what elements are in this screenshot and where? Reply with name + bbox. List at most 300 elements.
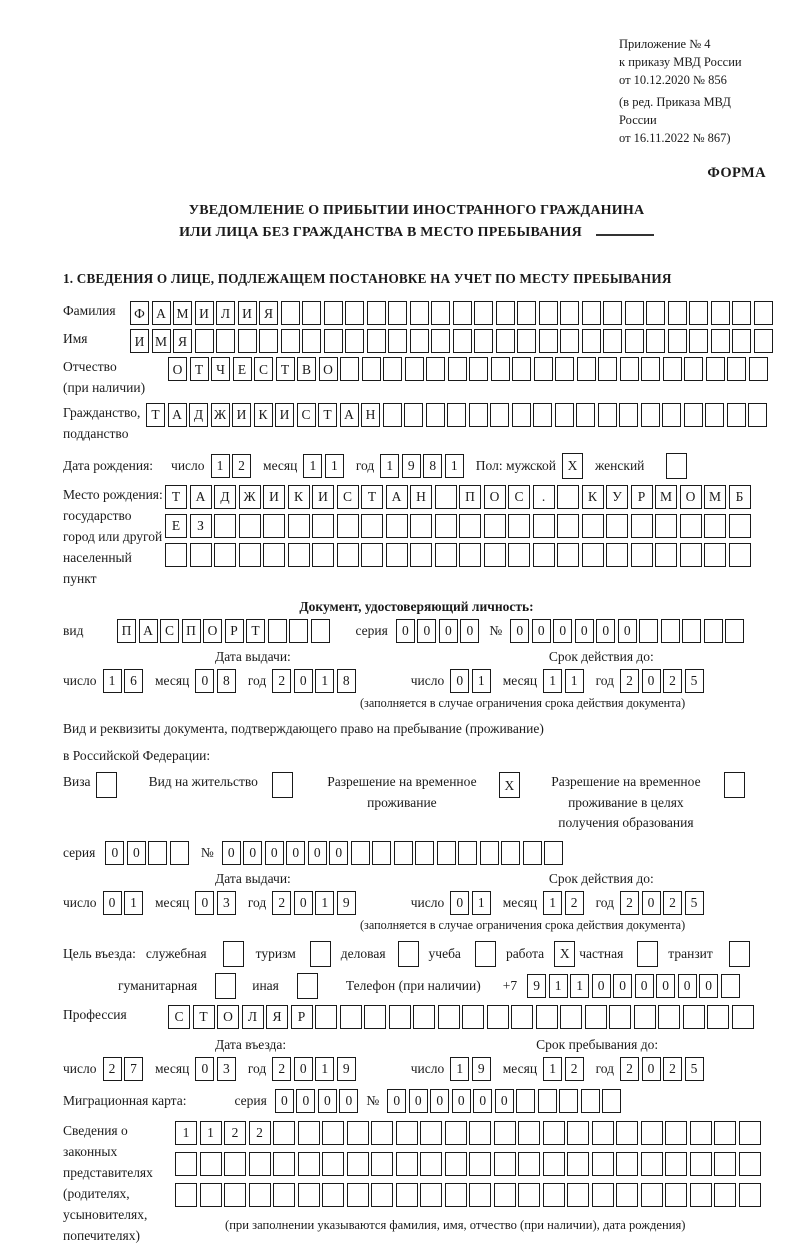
form-cell[interactable] bbox=[543, 1183, 565, 1207]
form-cell[interactable] bbox=[639, 619, 658, 643]
form-cell[interactable]: Р bbox=[291, 1005, 313, 1029]
form-cell[interactable]: О bbox=[168, 357, 187, 381]
form-cell[interactable]: А bbox=[139, 619, 158, 643]
form-cell[interactable] bbox=[748, 403, 767, 427]
form-cell[interactable] bbox=[539, 329, 558, 353]
form-cell[interactable] bbox=[263, 543, 285, 567]
form-cell[interactable]: Р bbox=[225, 619, 244, 643]
form-cell[interactable] bbox=[543, 1152, 565, 1176]
form-cell[interactable] bbox=[322, 1152, 344, 1176]
form-cell[interactable]: И bbox=[275, 403, 294, 427]
form-cell[interactable] bbox=[426, 403, 445, 427]
form-cell[interactable] bbox=[592, 1152, 614, 1176]
form-cell[interactable] bbox=[658, 1005, 680, 1029]
form-cell[interactable] bbox=[631, 514, 653, 538]
form-cell[interactable] bbox=[420, 1183, 442, 1207]
form-cell[interactable] bbox=[634, 1005, 656, 1029]
form-cell[interactable]: Д bbox=[189, 403, 208, 427]
form-cell[interactable] bbox=[609, 1005, 631, 1029]
form-cell[interactable] bbox=[175, 1183, 197, 1207]
form-cell[interactable]: Т bbox=[276, 357, 295, 381]
form-cell[interactable] bbox=[559, 1089, 578, 1113]
form-cell[interactable]: 0 bbox=[222, 841, 241, 865]
form-cell[interactable] bbox=[315, 1005, 337, 1029]
form-cell[interactable]: А bbox=[340, 403, 359, 427]
form-cell[interactable]: 0 bbox=[417, 619, 436, 643]
form-cell[interactable] bbox=[389, 1005, 411, 1029]
form-cell[interactable] bbox=[238, 329, 257, 353]
form-cell[interactable] bbox=[739, 1183, 761, 1207]
form-cell[interactable] bbox=[582, 301, 601, 325]
form-cell[interactable] bbox=[616, 1121, 638, 1145]
form-cell[interactable] bbox=[396, 1183, 418, 1207]
form-cell[interactable]: 0 bbox=[699, 974, 718, 998]
form-cell[interactable] bbox=[557, 543, 579, 567]
form-cell[interactable] bbox=[469, 1121, 491, 1145]
form-cell[interactable] bbox=[480, 841, 499, 865]
form-cell[interactable] bbox=[367, 301, 386, 325]
form-cell[interactable] bbox=[410, 329, 429, 353]
form-cell[interactable]: А bbox=[190, 485, 212, 509]
form-cell[interactable] bbox=[200, 1183, 222, 1207]
form-cell[interactable] bbox=[494, 1183, 516, 1207]
form-cell[interactable]: 0 bbox=[450, 891, 469, 915]
form-cell[interactable]: Н bbox=[361, 403, 380, 427]
form-cell[interactable]: 8 bbox=[217, 669, 236, 693]
form-cell[interactable]: 1 bbox=[315, 891, 334, 915]
form-cell[interactable]: 0 bbox=[532, 619, 551, 643]
form-cell[interactable] bbox=[263, 514, 285, 538]
form-cell[interactable] bbox=[534, 357, 553, 381]
form-cell[interactable] bbox=[298, 1183, 320, 1207]
form-cell[interactable]: . bbox=[533, 485, 555, 509]
form-cell[interactable] bbox=[560, 1005, 582, 1029]
form-cell[interactable] bbox=[337, 543, 359, 567]
form-cell[interactable]: И bbox=[195, 301, 214, 325]
form-cell[interactable] bbox=[616, 1152, 638, 1176]
form-cell[interactable]: 0 bbox=[473, 1089, 492, 1113]
form-cell[interactable]: 1 bbox=[380, 454, 399, 478]
form-cell[interactable] bbox=[705, 403, 724, 427]
form-cell[interactable] bbox=[616, 1183, 638, 1207]
form-cell[interactable]: 1 bbox=[445, 454, 464, 478]
form-cell[interactable]: 9 bbox=[402, 454, 421, 478]
form-cell[interactable]: Т bbox=[318, 403, 337, 427]
form-cell[interactable]: И bbox=[263, 485, 285, 509]
form-cell[interactable]: 0 bbox=[243, 841, 262, 865]
form-cell[interactable]: 0 bbox=[495, 1089, 514, 1113]
form-cell[interactable] bbox=[646, 329, 665, 353]
form-cell[interactable] bbox=[729, 514, 751, 538]
form-cell[interactable] bbox=[445, 1121, 467, 1145]
form-cell[interactable] bbox=[214, 514, 236, 538]
form-cell[interactable] bbox=[680, 514, 702, 538]
form-cell[interactable] bbox=[662, 403, 681, 427]
form-cell[interactable]: 9 bbox=[337, 1057, 356, 1081]
form-cell[interactable] bbox=[410, 514, 432, 538]
form-cell[interactable]: 0 bbox=[678, 974, 697, 998]
form-cell[interactable]: 1 bbox=[543, 669, 562, 693]
form-cell[interactable]: 2 bbox=[272, 891, 291, 915]
form-cell[interactable]: Т bbox=[246, 619, 265, 643]
form-cell[interactable]: 0 bbox=[265, 841, 284, 865]
form-cell[interactable] bbox=[347, 1121, 369, 1145]
form-cell[interactable]: 0 bbox=[575, 619, 594, 643]
form-cell[interactable] bbox=[371, 1152, 393, 1176]
form-cell[interactable] bbox=[602, 1089, 621, 1113]
form-cell[interactable]: 1 bbox=[315, 1057, 334, 1081]
form-cell[interactable]: 0 bbox=[296, 1089, 315, 1113]
form-cell[interactable] bbox=[386, 514, 408, 538]
form-cell[interactable] bbox=[727, 357, 746, 381]
form-cell[interactable] bbox=[544, 841, 563, 865]
form-cell[interactable] bbox=[680, 543, 702, 567]
form-cell[interactable] bbox=[223, 941, 244, 967]
form-cell[interactable] bbox=[501, 841, 520, 865]
form-cell[interactable]: 2 bbox=[620, 669, 639, 693]
form-cell[interactable] bbox=[484, 514, 506, 538]
form-cell[interactable] bbox=[539, 301, 558, 325]
form-cell[interactable]: Т bbox=[361, 485, 383, 509]
form-cell[interactable]: К bbox=[582, 485, 604, 509]
form-cell[interactable] bbox=[536, 1005, 558, 1029]
form-cell[interactable]: X bbox=[562, 453, 583, 479]
form-cell[interactable] bbox=[512, 403, 531, 427]
form-cell[interactable] bbox=[420, 1152, 442, 1176]
form-cell[interactable]: 1 bbox=[211, 454, 230, 478]
form-cell[interactable]: 6 bbox=[124, 669, 143, 693]
form-cell[interactable]: 9 bbox=[337, 891, 356, 915]
form-cell[interactable] bbox=[508, 514, 530, 538]
form-cell[interactable] bbox=[732, 301, 751, 325]
form-cell[interactable] bbox=[345, 329, 364, 353]
form-cell[interactable] bbox=[533, 514, 555, 538]
form-cell[interactable]: 9 bbox=[472, 1057, 491, 1081]
form-cell[interactable]: М bbox=[704, 485, 726, 509]
form-cell[interactable] bbox=[754, 301, 773, 325]
form-cell[interactable]: 0 bbox=[195, 891, 214, 915]
form-cell[interactable] bbox=[665, 1152, 687, 1176]
form-cell[interactable] bbox=[684, 403, 703, 427]
form-cell[interactable] bbox=[689, 329, 708, 353]
form-cell[interactable] bbox=[518, 1152, 540, 1176]
form-cell[interactable]: 8 bbox=[337, 669, 356, 693]
form-cell[interactable] bbox=[361, 543, 383, 567]
form-cell[interactable] bbox=[340, 357, 359, 381]
form-cell[interactable] bbox=[641, 403, 660, 427]
form-cell[interactable] bbox=[273, 1121, 295, 1145]
form-cell[interactable] bbox=[496, 329, 515, 353]
form-cell[interactable] bbox=[641, 1121, 663, 1145]
form-cell[interactable] bbox=[555, 357, 574, 381]
form-cell[interactable] bbox=[487, 1005, 509, 1029]
form-cell[interactable]: 0 bbox=[460, 619, 479, 643]
form-cell[interactable] bbox=[420, 1121, 442, 1145]
form-cell[interactable] bbox=[557, 514, 579, 538]
form-cell[interactable] bbox=[469, 1152, 491, 1176]
form-cell[interactable]: 0 bbox=[387, 1089, 406, 1113]
form-cell[interactable] bbox=[543, 1121, 565, 1145]
form-cell[interactable]: Ж bbox=[211, 403, 230, 427]
form-cell[interactable]: 0 bbox=[510, 619, 529, 643]
form-cell[interactable] bbox=[714, 1121, 736, 1145]
form-cell[interactable]: С bbox=[508, 485, 530, 509]
form-cell[interactable]: 0 bbox=[439, 619, 458, 643]
form-cell[interactable] bbox=[272, 772, 293, 798]
form-cell[interactable]: 0 bbox=[127, 841, 146, 865]
form-cell[interactable] bbox=[704, 619, 723, 643]
form-cell[interactable] bbox=[517, 329, 536, 353]
form-cell[interactable]: 1 bbox=[570, 974, 589, 998]
form-cell[interactable]: О bbox=[680, 485, 702, 509]
form-cell[interactable]: К bbox=[288, 485, 310, 509]
form-cell[interactable]: 0 bbox=[618, 619, 637, 643]
form-cell[interactable] bbox=[324, 301, 343, 325]
form-cell[interactable] bbox=[215, 973, 236, 999]
form-cell[interactable]: 0 bbox=[308, 841, 327, 865]
form-cell[interactable] bbox=[683, 1005, 705, 1029]
form-cell[interactable]: П bbox=[117, 619, 136, 643]
form-cell[interactable]: 0 bbox=[294, 669, 313, 693]
form-cell[interactable] bbox=[749, 357, 768, 381]
form-cell[interactable]: 0 bbox=[635, 974, 654, 998]
form-cell[interactable]: 0 bbox=[450, 669, 469, 693]
form-cell[interactable] bbox=[224, 1183, 246, 1207]
form-cell[interactable] bbox=[459, 514, 481, 538]
form-cell[interactable] bbox=[386, 543, 408, 567]
form-cell[interactable] bbox=[435, 514, 457, 538]
form-cell[interactable]: Н bbox=[410, 485, 432, 509]
form-cell[interactable] bbox=[555, 403, 574, 427]
form-cell[interactable] bbox=[200, 1152, 222, 1176]
form-cell[interactable] bbox=[398, 941, 419, 967]
form-cell[interactable] bbox=[560, 329, 579, 353]
form-cell[interactable] bbox=[690, 1183, 712, 1207]
form-cell[interactable]: 1 bbox=[103, 669, 122, 693]
form-cell[interactable] bbox=[324, 329, 343, 353]
form-cell[interactable]: Б bbox=[729, 485, 751, 509]
form-cell[interactable] bbox=[322, 1183, 344, 1207]
form-cell[interactable]: 0 bbox=[642, 891, 661, 915]
form-cell[interactable]: 2 bbox=[620, 1057, 639, 1081]
form-cell[interactable] bbox=[405, 357, 424, 381]
form-cell[interactable] bbox=[557, 485, 579, 509]
form-cell[interactable] bbox=[517, 301, 536, 325]
form-cell[interactable] bbox=[165, 543, 187, 567]
form-cell[interactable] bbox=[496, 301, 515, 325]
form-cell[interactable] bbox=[362, 357, 381, 381]
form-cell[interactable]: 2 bbox=[103, 1057, 122, 1081]
form-cell[interactable]: З bbox=[190, 514, 212, 538]
form-cell[interactable]: 8 bbox=[423, 454, 442, 478]
form-cell[interactable] bbox=[582, 514, 604, 538]
form-cell[interactable]: 2 bbox=[272, 669, 291, 693]
form-cell[interactable] bbox=[273, 1183, 295, 1207]
form-cell[interactable] bbox=[518, 1121, 540, 1145]
form-cell[interactable] bbox=[714, 1152, 736, 1176]
form-cell[interactable]: 0 bbox=[195, 669, 214, 693]
form-cell[interactable] bbox=[641, 357, 660, 381]
form-cell[interactable] bbox=[415, 841, 434, 865]
form-cell[interactable]: 0 bbox=[642, 669, 661, 693]
form-cell[interactable]: Ж bbox=[239, 485, 261, 509]
form-cell[interactable] bbox=[438, 1005, 460, 1029]
form-cell[interactable]: 1 bbox=[124, 891, 143, 915]
form-cell[interactable] bbox=[560, 301, 579, 325]
form-cell[interactable]: 2 bbox=[620, 891, 639, 915]
form-cell[interactable]: И bbox=[238, 301, 257, 325]
form-cell[interactable] bbox=[474, 301, 493, 325]
form-cell[interactable] bbox=[394, 841, 413, 865]
form-cell[interactable]: 1 bbox=[175, 1121, 197, 1145]
form-cell[interactable]: О bbox=[319, 357, 338, 381]
form-cell[interactable] bbox=[567, 1121, 589, 1145]
form-cell[interactable] bbox=[706, 357, 725, 381]
form-cell[interactable] bbox=[214, 543, 236, 567]
form-cell[interactable] bbox=[268, 619, 287, 643]
form-cell[interactable]: 0 bbox=[286, 841, 305, 865]
form-cell[interactable] bbox=[340, 1005, 362, 1029]
form-cell[interactable]: М bbox=[152, 329, 171, 353]
form-cell[interactable]: 3 bbox=[217, 891, 236, 915]
form-cell[interactable] bbox=[383, 403, 402, 427]
form-cell[interactable] bbox=[732, 329, 751, 353]
form-cell[interactable] bbox=[533, 543, 555, 567]
form-cell[interactable]: И bbox=[130, 329, 149, 353]
form-cell[interactable] bbox=[732, 1005, 754, 1029]
form-cell[interactable] bbox=[195, 329, 214, 353]
form-cell[interactable] bbox=[739, 1152, 761, 1176]
form-cell[interactable] bbox=[631, 543, 653, 567]
form-cell[interactable]: О bbox=[217, 1005, 239, 1029]
form-cell[interactable] bbox=[581, 1089, 600, 1113]
form-cell[interactable] bbox=[725, 619, 744, 643]
form-cell[interactable] bbox=[312, 514, 334, 538]
form-cell[interactable] bbox=[289, 619, 308, 643]
form-cell[interactable] bbox=[518, 1183, 540, 1207]
form-cell[interactable] bbox=[469, 403, 488, 427]
form-cell[interactable]: 2 bbox=[232, 454, 251, 478]
form-cell[interactable] bbox=[663, 357, 682, 381]
form-cell[interactable]: Е bbox=[165, 514, 187, 538]
form-cell[interactable] bbox=[249, 1183, 271, 1207]
form-cell[interactable] bbox=[249, 1152, 271, 1176]
form-cell[interactable] bbox=[704, 543, 726, 567]
form-cell[interactable]: С bbox=[297, 403, 316, 427]
form-cell[interactable] bbox=[598, 403, 617, 427]
form-cell[interactable] bbox=[347, 1152, 369, 1176]
form-cell[interactable] bbox=[592, 1183, 614, 1207]
form-cell[interactable] bbox=[96, 772, 117, 798]
form-cell[interactable] bbox=[585, 1005, 607, 1029]
form-cell[interactable] bbox=[491, 357, 510, 381]
form-cell[interactable]: М bbox=[173, 301, 192, 325]
form-cell[interactable]: 9 bbox=[527, 974, 546, 998]
form-cell[interactable] bbox=[281, 329, 300, 353]
form-cell[interactable] bbox=[641, 1183, 663, 1207]
form-cell[interactable] bbox=[625, 329, 644, 353]
form-cell[interactable] bbox=[727, 403, 746, 427]
form-cell[interactable] bbox=[494, 1121, 516, 1145]
form-cell[interactable]: Т bbox=[146, 403, 165, 427]
form-cell[interactable]: И bbox=[312, 485, 334, 509]
form-cell[interactable] bbox=[704, 514, 726, 538]
form-cell[interactable]: X bbox=[499, 772, 520, 798]
form-cell[interactable] bbox=[410, 543, 432, 567]
form-cell[interactable]: Д bbox=[214, 485, 236, 509]
form-cell[interactable]: Ч bbox=[211, 357, 230, 381]
form-cell[interactable] bbox=[714, 1183, 736, 1207]
form-cell[interactable]: 1 bbox=[200, 1121, 222, 1145]
form-cell[interactable] bbox=[665, 1121, 687, 1145]
form-cell[interactable] bbox=[684, 357, 703, 381]
form-cell[interactable]: 1 bbox=[472, 891, 491, 915]
form-cell[interactable] bbox=[619, 403, 638, 427]
form-cell[interactable] bbox=[475, 941, 496, 967]
form-cell[interactable] bbox=[298, 1152, 320, 1176]
form-cell[interactable] bbox=[603, 301, 622, 325]
form-cell[interactable] bbox=[312, 543, 334, 567]
form-cell[interactable]: А bbox=[152, 301, 171, 325]
form-cell[interactable]: 5 bbox=[685, 1057, 704, 1081]
form-cell[interactable] bbox=[582, 543, 604, 567]
form-cell[interactable]: 2 bbox=[663, 891, 682, 915]
form-cell[interactable] bbox=[367, 329, 386, 353]
form-cell[interactable] bbox=[413, 1005, 435, 1029]
form-cell[interactable] bbox=[606, 543, 628, 567]
form-cell[interactable] bbox=[302, 329, 321, 353]
form-cell[interactable]: 5 bbox=[685, 669, 704, 693]
form-cell[interactable] bbox=[435, 485, 457, 509]
form-cell[interactable]: А bbox=[168, 403, 187, 427]
form-cell[interactable] bbox=[665, 1183, 687, 1207]
form-cell[interactable] bbox=[372, 841, 391, 865]
form-cell[interactable] bbox=[682, 619, 701, 643]
form-cell[interactable] bbox=[310, 941, 331, 967]
form-cell[interactable] bbox=[302, 301, 321, 325]
form-cell[interactable]: Я bbox=[259, 301, 278, 325]
form-cell[interactable]: 1 bbox=[549, 974, 568, 998]
form-cell[interactable]: 0 bbox=[452, 1089, 471, 1113]
form-cell[interactable] bbox=[666, 453, 687, 479]
form-cell[interactable] bbox=[577, 357, 596, 381]
form-cell[interactable]: 0 bbox=[613, 974, 632, 998]
form-cell[interactable]: И bbox=[232, 403, 251, 427]
form-cell[interactable]: М bbox=[655, 485, 677, 509]
form-cell[interactable]: О bbox=[484, 485, 506, 509]
form-cell[interactable] bbox=[337, 514, 359, 538]
form-cell[interactable]: 0 bbox=[294, 891, 313, 915]
form-cell[interactable]: Т bbox=[190, 357, 209, 381]
form-cell[interactable]: Т bbox=[193, 1005, 215, 1029]
form-cell[interactable]: Л bbox=[216, 301, 235, 325]
form-cell[interactable]: П bbox=[182, 619, 201, 643]
form-cell[interactable]: Я bbox=[173, 329, 192, 353]
form-cell[interactable] bbox=[469, 1183, 491, 1207]
form-cell[interactable]: 0 bbox=[596, 619, 615, 643]
form-cell[interactable]: Е bbox=[233, 357, 252, 381]
form-cell[interactable]: 1 bbox=[325, 454, 344, 478]
form-cell[interactable] bbox=[603, 329, 622, 353]
form-cell[interactable]: 5 bbox=[685, 891, 704, 915]
form-cell[interactable] bbox=[533, 403, 552, 427]
form-cell[interactable]: 1 bbox=[450, 1057, 469, 1081]
form-cell[interactable] bbox=[426, 357, 445, 381]
form-cell[interactable]: 0 bbox=[409, 1089, 428, 1113]
form-cell[interactable] bbox=[396, 1121, 418, 1145]
form-cell[interactable] bbox=[431, 301, 450, 325]
form-cell[interactable] bbox=[311, 619, 330, 643]
